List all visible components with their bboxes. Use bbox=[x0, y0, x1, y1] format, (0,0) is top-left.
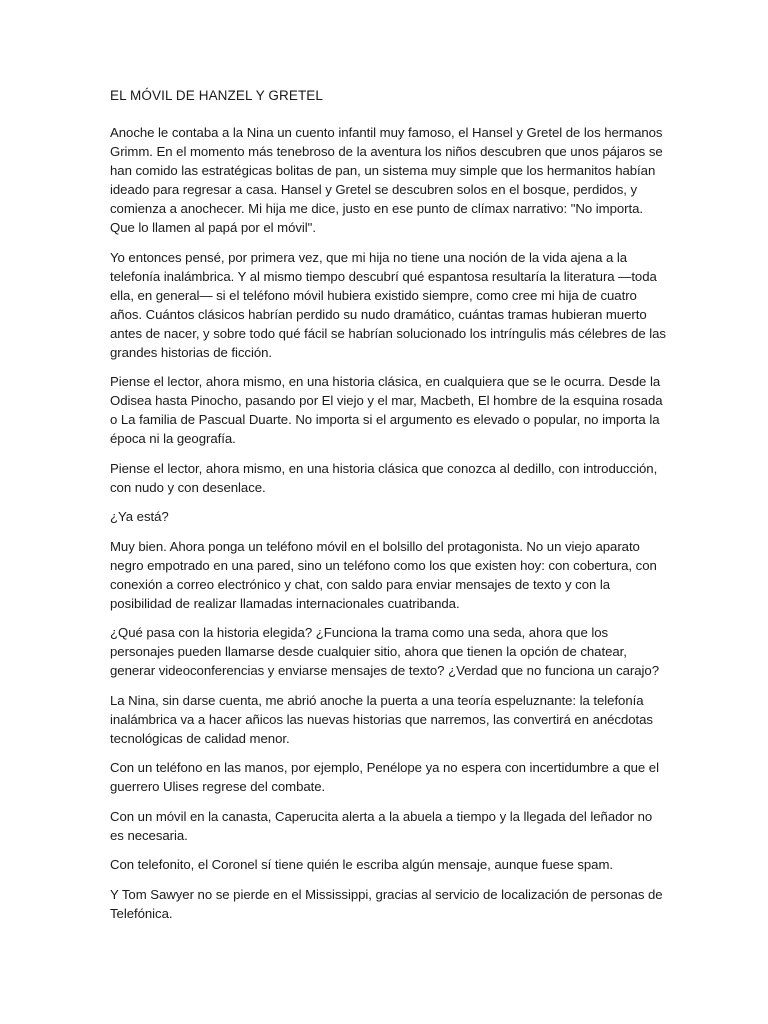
paragraph-list bbox=[110, 123, 666, 923]
paragraph-line: Odisea hasta Pinocho, pasando por El viejo y el mar, Macbeth, El hombre de la esquina rosada bbox=[110, 393, 663, 408]
paragraph-line: años. Cuántos clásicos habrían perdido su nudo dramático, cuántas tramas hubieran muerto bbox=[110, 306, 647, 322]
paragraph-line: grandes historias de ficción. bbox=[110, 344, 273, 360]
paragraph-11 bbox=[110, 855, 658, 874]
paragraph-line: Y Tom Sawyer no se pierde en el Mississippi, gracias al servicio de localización de personas de bbox=[110, 886, 663, 902]
paragraph-3 bbox=[110, 372, 663, 448]
paragraph-line: Que lo llamen al papá por el móvil". bbox=[110, 220, 316, 235]
paragraph-line: Piense el lector, ahora mismo, en una historia clásica que conozca al dedillo, con introducción, bbox=[110, 460, 658, 476]
paragraph-5 bbox=[110, 507, 658, 526]
paragraph-line: posibilidad de realizar llamadas internacionales cuatribanda. bbox=[110, 595, 460, 611]
paragraph-4 bbox=[110, 459, 658, 497]
paragraph-line: Grimm. En el momento más tenebroso de la aventura los niños descubren que unos pájaros se bbox=[110, 144, 663, 159]
document-title: EL MÓVIL DE HANZEL Y GRETEL bbox=[110, 88, 324, 103]
paragraph-line: Telefónica. bbox=[110, 905, 173, 921]
paragraph-12 bbox=[110, 885, 663, 923]
paragraph-line: ideado para regresar a casa. Hansel y Gretel se descubren solos en el bosque, perdidos, y bbox=[110, 182, 638, 197]
paragraph-line: telefonía inalámbrica. Y al mismo tiempo descubrí qué espantosa resultaría la literatura —toda bbox=[110, 268, 657, 284]
paragraph-line: Con un teléfono en las manos, por ejemplo, Penélope ya no espera con incertidumbre a que el bbox=[110, 760, 659, 775]
paragraph-line: guerrero Ulises regrese del combate. bbox=[110, 779, 326, 794]
paragraph-7 bbox=[110, 623, 658, 680]
paragraph-line: o La familia de Pascual Duarte. No importa si el argumento es elevado o popular, no importa la bbox=[110, 412, 660, 427]
paragraph-line: Con telefonito, el Coronel sí tiene quién le escriba algún mensaje, aunque fuese spam. bbox=[110, 857, 614, 872]
paragraph-line: Piense el lector, ahora mismo, en una historia clásica, en cualquiera que se le ocurra. Desde la bbox=[110, 374, 661, 389]
paragraph-9 bbox=[110, 758, 658, 796]
paragraph-line: Anoche le contaba a la Nina un cuento infantil muy famoso, el Hansel y Gretel de los hermanos bbox=[110, 125, 663, 140]
paragraph-6 bbox=[110, 537, 658, 613]
paragraph-line: ella, en general— si el teléfono móvil hubiera existido siempre, como cree mi hija de cuatro bbox=[110, 287, 637, 303]
paragraph-2 bbox=[110, 248, 666, 362]
paragraph-line: negro empotrado en una pared, sino un teléfono como los que existen hoy: con cobertura, con bbox=[110, 557, 657, 573]
paragraph-line: personajes pueden llamarse desde cualquier sitio, ahora que tienen la opción de chatear, bbox=[110, 644, 627, 659]
paragraph-10 bbox=[110, 807, 658, 845]
paragraph-1 bbox=[110, 123, 663, 237]
paragraph-line: ¿Qué pasa con la historia elegida? ¿Funciona la trama como una seda, ahora que los bbox=[110, 625, 609, 640]
paragraph-line: Yo entonces pensé, por primera vez, que mi hija no tiene una noción de la vida ajena a la bbox=[110, 249, 628, 265]
paragraph-line: inalámbrica va a hacer añicos las nuevas historias que narremos, las convertirá en anécdotas bbox=[110, 711, 653, 727]
paragraph-line: ¿Ya está? bbox=[110, 509, 169, 524]
paragraph-line: tecnológicas de calidad menor. bbox=[110, 730, 290, 746]
paragraph-line: época ni la geografía. bbox=[110, 431, 236, 446]
paragraph-line: conexión a correo electrónico y chat, con saldo para enviar mensajes de texto y con la bbox=[110, 576, 611, 592]
paragraph-line: generar videoconferencias y enviarse mensajes de texto? ¿Verdad que no funciona un carajo? bbox=[110, 663, 659, 678]
paragraph-line: Con un móvil en la canasta, Caperucita alerta a la abuela a tiempo y la llegada del leñador no bbox=[110, 808, 653, 824]
paragraph-line: comienza a anochecer. Mi hija me dice, justo en ese punto de clímax narrativo: "No importa. bbox=[110, 201, 644, 216]
paragraph-line: es necesaria. bbox=[110, 827, 188, 843]
document-body bbox=[110, 86, 666, 933]
paragraph-line: La Nina, sin darse cuenta, me abrió anoche la puerta a una teoría espeluznante: la telefonía bbox=[110, 692, 644, 708]
paragraph-line: Muy bien. Ahora ponga un teléfono móvil en el bolsillo del protagonista. No un viejo aparato bbox=[110, 538, 640, 554]
paragraph-line: han comido las estratégicas bolitas de pan, un sistema muy simple que los hermanitos habían bbox=[110, 163, 656, 178]
paragraph-8 bbox=[110, 691, 658, 748]
paragraph-line: con nudo y con desenlace. bbox=[110, 479, 266, 495]
paragraph-line: antes de nacer, y sobre todo qué fácil se habrían solucionado los intríngulis más célebres de las bbox=[110, 325, 666, 341]
